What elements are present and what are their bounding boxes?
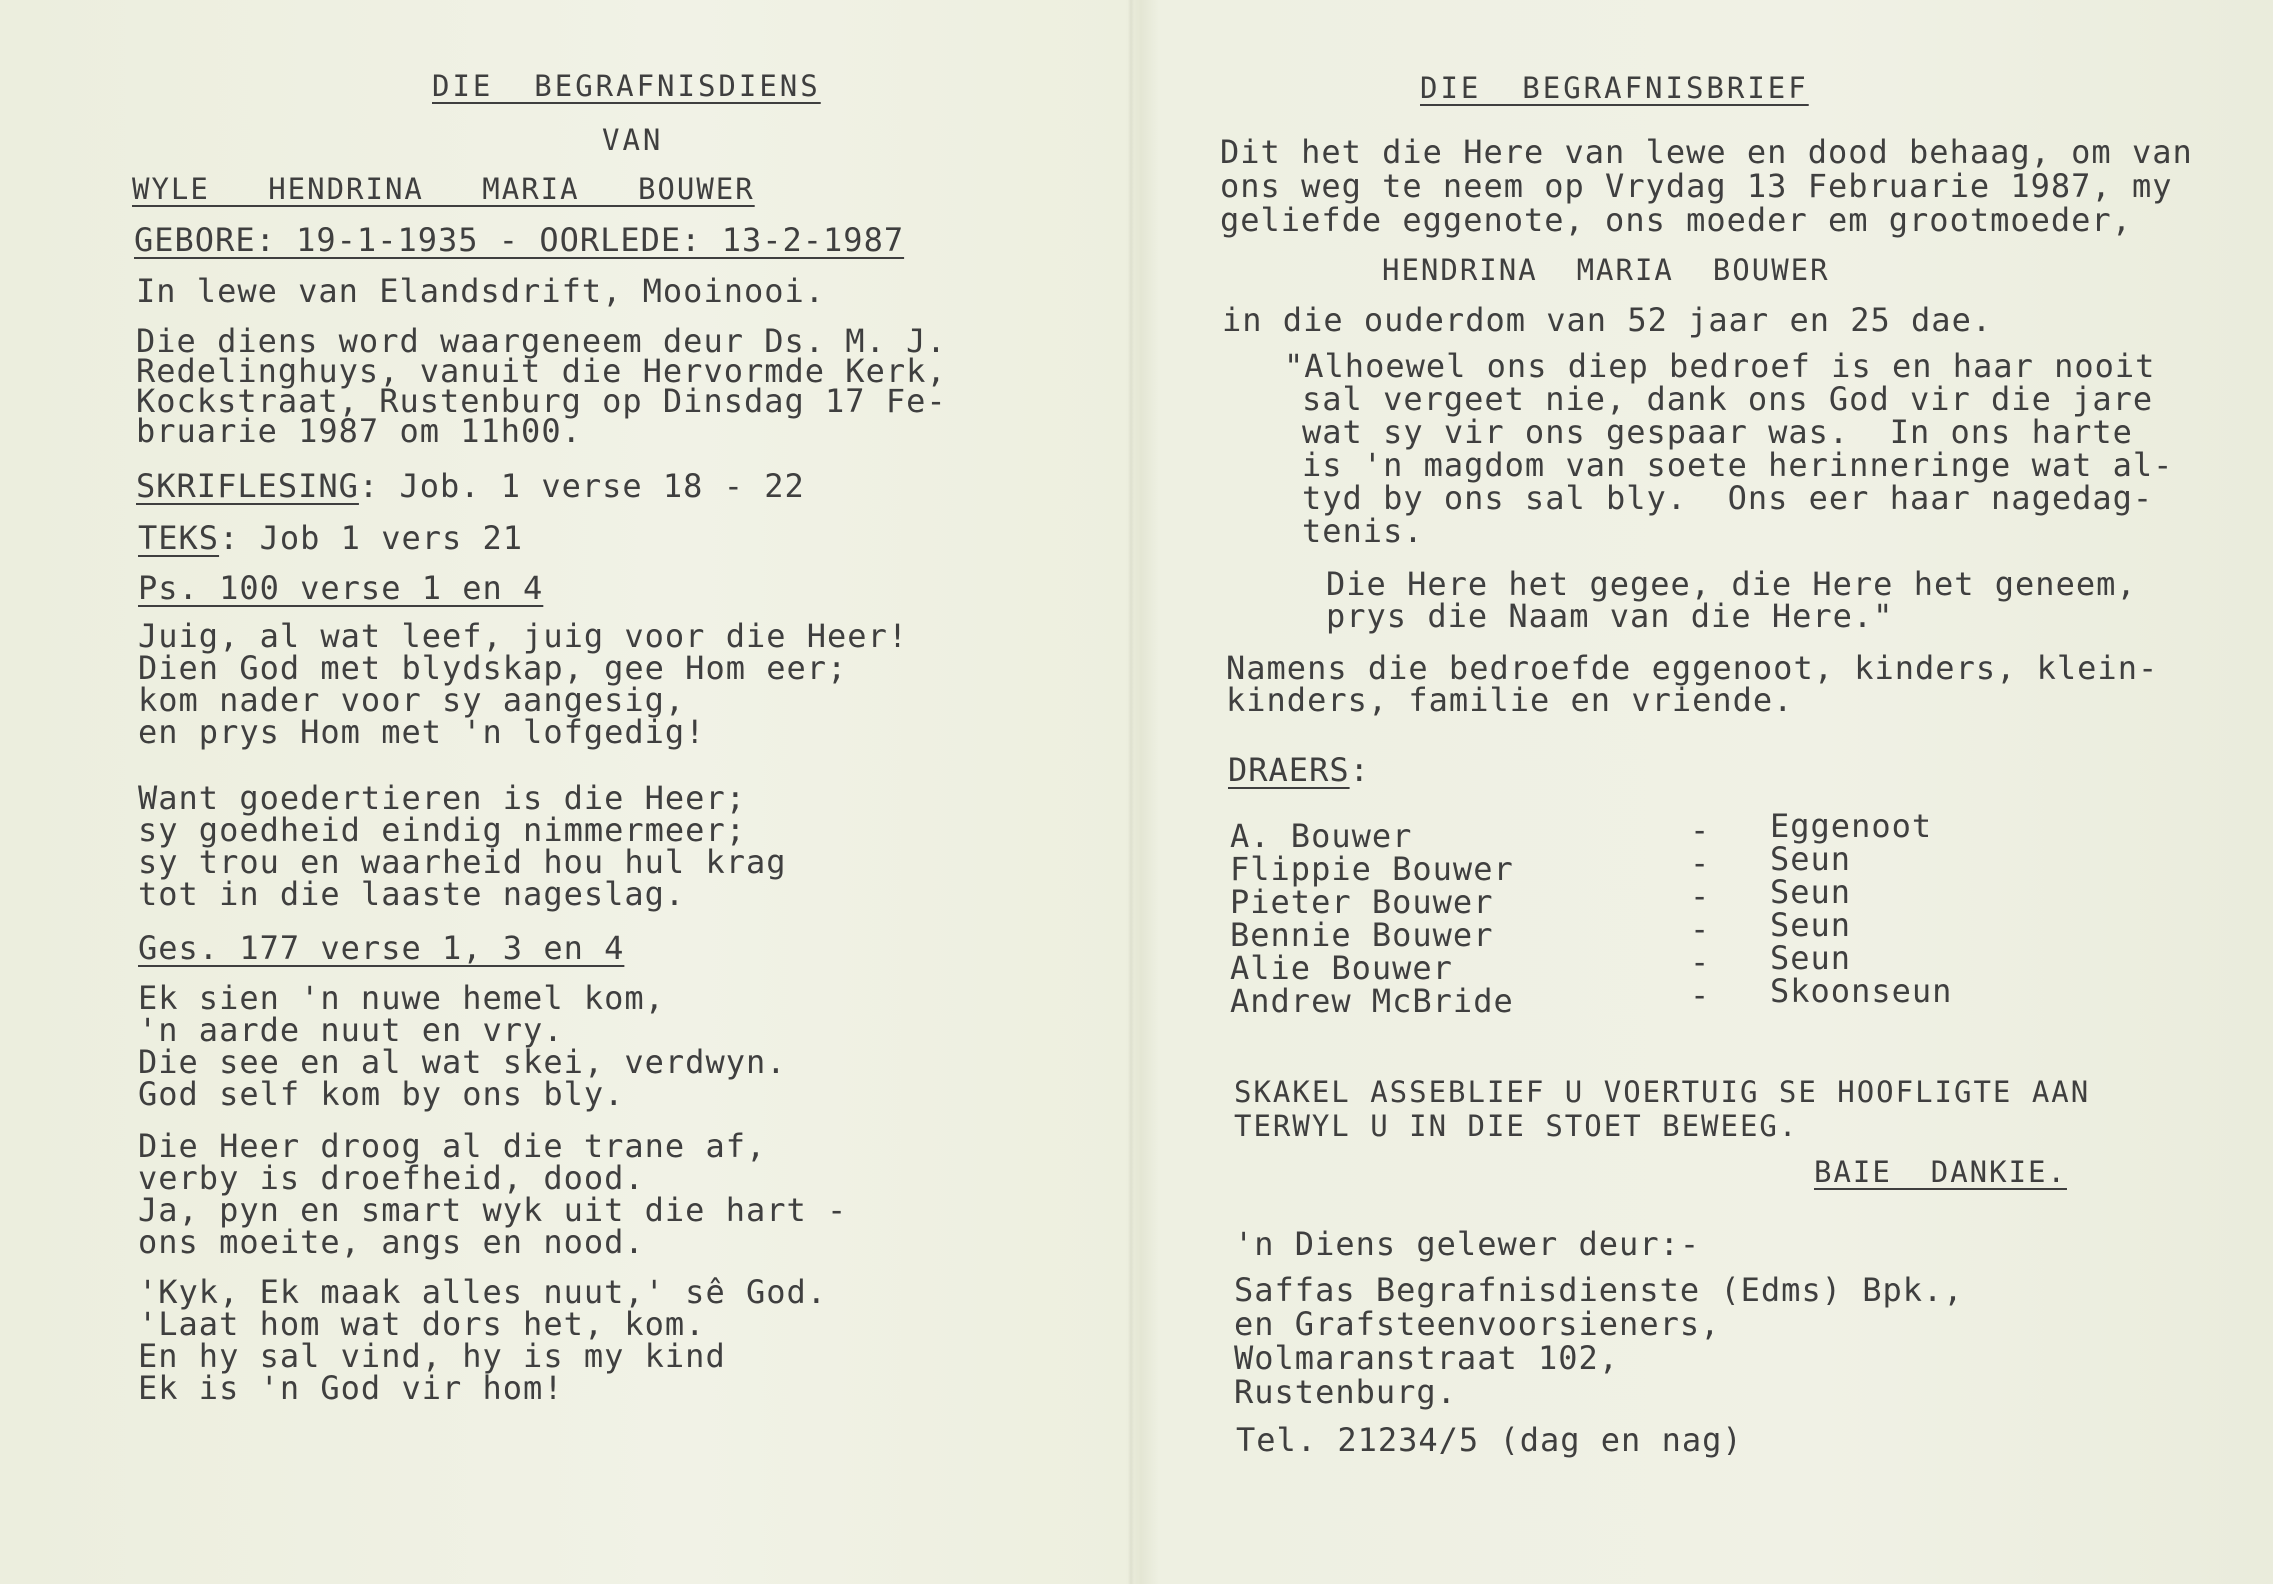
psalm-s2-line-3: sy trou en waarheid hou hul krag (138, 843, 787, 881)
quote-line-5: tyd by ons sal bly. Ons eer haar nagedag- (1302, 479, 2154, 517)
quote-line-1: "Alhoewel ons diep bedroef is en haar nooit (1284, 347, 2156, 385)
company-line-1: Saffas Begrafnisdienste (Edms) Bpk., (1234, 1271, 1964, 1309)
hymn-s3-line-4: Ek is 'n God vir hom! (138, 1369, 564, 1407)
age-line: in die ouderdom van 52 jaar en 25 dae. (1222, 301, 1993, 339)
bearers-label: DRAERS (1228, 751, 1350, 789)
intro-line-1: Dit het die Here van lewe en dood behaag, om van (1220, 133, 2193, 171)
telephone-line: Tel. 21234/5 (dag en nag) (1236, 1421, 1743, 1459)
bearer-name: Andrew McBride (1230, 982, 1514, 1020)
letter-title: DIE BEGRAFNISBRIEF (1420, 71, 1809, 105)
bearer-dash: - (1690, 811, 1711, 849)
psalm-s1-line-4: en prys Hom met 'n lofgedig! (138, 713, 706, 751)
bearer-dash: - (1690, 877, 1711, 915)
bearers-colon: : (1349, 751, 1370, 789)
bearer-relation: Seun (1770, 939, 1852, 977)
text-label: TEKS (138, 519, 220, 557)
quote-line-2: sal vergeet nie, dank ons God vir die jare (1302, 380, 2154, 418)
bearer-relation: Eggenoot (1770, 807, 1933, 845)
psalm-s1-line-1: Juig, al wat leef, juig voor die Heer! (138, 617, 909, 655)
service-line-1: Die diens word waargeneem deur Ds. M. J. (136, 322, 947, 360)
quote2-line-1: Die Here het gegee, die Here het geneem, (1326, 565, 2137, 603)
van-line: VAN (602, 123, 664, 157)
reading-label: SKRIFLESING (136, 467, 359, 505)
text-text: : Job 1 vers 21 (219, 519, 524, 557)
psalm-s2-line-4: tot in die laaste nageslag. (138, 875, 686, 913)
company-line-2: en Grafsteenvoorsieners, (1234, 1305, 1721, 1343)
right-page (1134, 0, 2273, 1584)
bearer-name: A. Bouwer (1230, 817, 1413, 855)
service-by-line: 'n Diens gelewer deur:- (1234, 1225, 1701, 1263)
bearers-heading (1228, 751, 1370, 789)
hymn-s3-line-3: En hy sal vind, hy is my kind (138, 1337, 726, 1375)
letter-deceased-name: HENDRINA MARIA BOUWER (1382, 253, 1830, 287)
hymn-s1-line-4: God self kom by ons bly. (138, 1075, 625, 1113)
intro-line-2: ons weg te neem op Vrydag 13 Februarie 1987, my (1220, 167, 2173, 205)
bearer-relation: Seun (1770, 840, 1852, 878)
hymn-s3-line-2: 'Laat hom wat dors het, kom. (138, 1305, 706, 1343)
headlights-notice-line-1: SKAKEL ASSEBLIEF U VOERTUIG SE HOOFLIGTE AAN (1234, 1075, 2091, 1109)
psalm-s2-line-2: sy goedheid eindig nimmermeer; (138, 811, 746, 849)
hymn-s2-line-3: Ja, pyn en smart wyk uit die hart - (138, 1191, 848, 1229)
bearer-dash: - (1690, 943, 1711, 981)
psalm-s1-line-3: kom nader voor sy aangesig, (138, 681, 686, 719)
headlights-notice-line-2: TERWYL U IN DIE STOET BEWEEG. (1234, 1109, 1799, 1143)
hymn-s2-line-1: Die Heer droog al die trane af, (138, 1127, 767, 1165)
service-title: DIE BEGRAFNISDIENS (432, 69, 821, 103)
hymn-s1-line-1: Ek sien 'n nuwe hemel kom, (138, 979, 665, 1017)
intro-line-3: geliefde eggenote, ons moeder em grootmoeder, (1220, 201, 2132, 239)
psalm-s1-line-2: Dien God met blydskap, gee Hom eer; (138, 649, 848, 687)
bearer-dash: - (1690, 910, 1711, 948)
bearer-relation: Skoonseun (1770, 972, 1953, 1010)
service-line-3: Kockstraat, Rustenburg op Dinsdag 17 Fe- (136, 382, 947, 420)
text-line (138, 519, 524, 557)
quote-line-3: wat sy vir ons gespaar was. In ons harte (1302, 413, 2133, 451)
bearer-name: Alie Bouwer (1230, 949, 1453, 987)
quote-line-4: is 'n magdom van soete herinneringe wat al- (1302, 446, 2174, 484)
bearer-relation: Seun (1770, 906, 1852, 944)
bearer-name: Flippie Bouwer (1230, 850, 1514, 888)
quote-line-6: tenis. (1302, 512, 1424, 550)
psalm-heading: Ps. 100 verse 1 en 4 (138, 569, 544, 607)
hymn-s2-line-2: verby is droefheid, dood. (138, 1159, 645, 1197)
bearer-relation: Seun (1770, 873, 1852, 911)
hymn-s2-line-4: ons moeite, angs en nood. (138, 1223, 645, 1261)
hymn-heading: Ges. 177 verse 1, 3 en 4 (138, 929, 625, 967)
psalm-s2-line-1: Want goedertieren is die Heer; (138, 779, 746, 817)
bearer-dash: - (1690, 844, 1711, 882)
left-page (0, 0, 1128, 1584)
behalf-line-2: kinders, familie en vriende. (1226, 681, 1794, 719)
service-line-4: bruarie 1987 om 11h00. (136, 412, 582, 450)
behalf-line-1: Namens die bedroefde eggenoot, kinders, klein- (1226, 649, 2159, 687)
bearer-dash: - (1690, 976, 1711, 1014)
company-line-3: Wolmaranstraat 102, (1234, 1339, 1620, 1377)
residence-line: In lewe van Elandsdrift, Mooinooi. (136, 272, 826, 310)
bearer-name: Bennie Bouwer (1230, 916, 1494, 954)
quote2-line-2: prys die Naam van die Here." (1326, 597, 1894, 635)
company-line-4: Rustenburg. (1234, 1373, 1457, 1411)
birth-death-dates: GEBORE: 19-1-1935 - OORLEDE: 13-2-1987 (134, 221, 905, 259)
hymn-s3-line-1: 'Kyk, Ek maak alles nuut,' sê God. (138, 1273, 828, 1311)
deceased-name: WYLE HENDRINA MARIA BOUWER (132, 172, 755, 206)
service-line-2: Redelinghuys, vanuit die Hervormde Kerk, (136, 352, 947, 390)
hymn-s1-line-2: 'n aarde nuut en vry. (138, 1011, 564, 1049)
bearer-name: Pieter Bouwer (1230, 883, 1494, 921)
hymn-s1-line-3: Die see en al wat skei, verdwyn. (138, 1043, 787, 1081)
reading-line (136, 467, 805, 505)
thanks-line: BAIE DANKIE. (1814, 1155, 2067, 1189)
reading-text: : Job. 1 verse 18 - 22 (358, 467, 805, 505)
